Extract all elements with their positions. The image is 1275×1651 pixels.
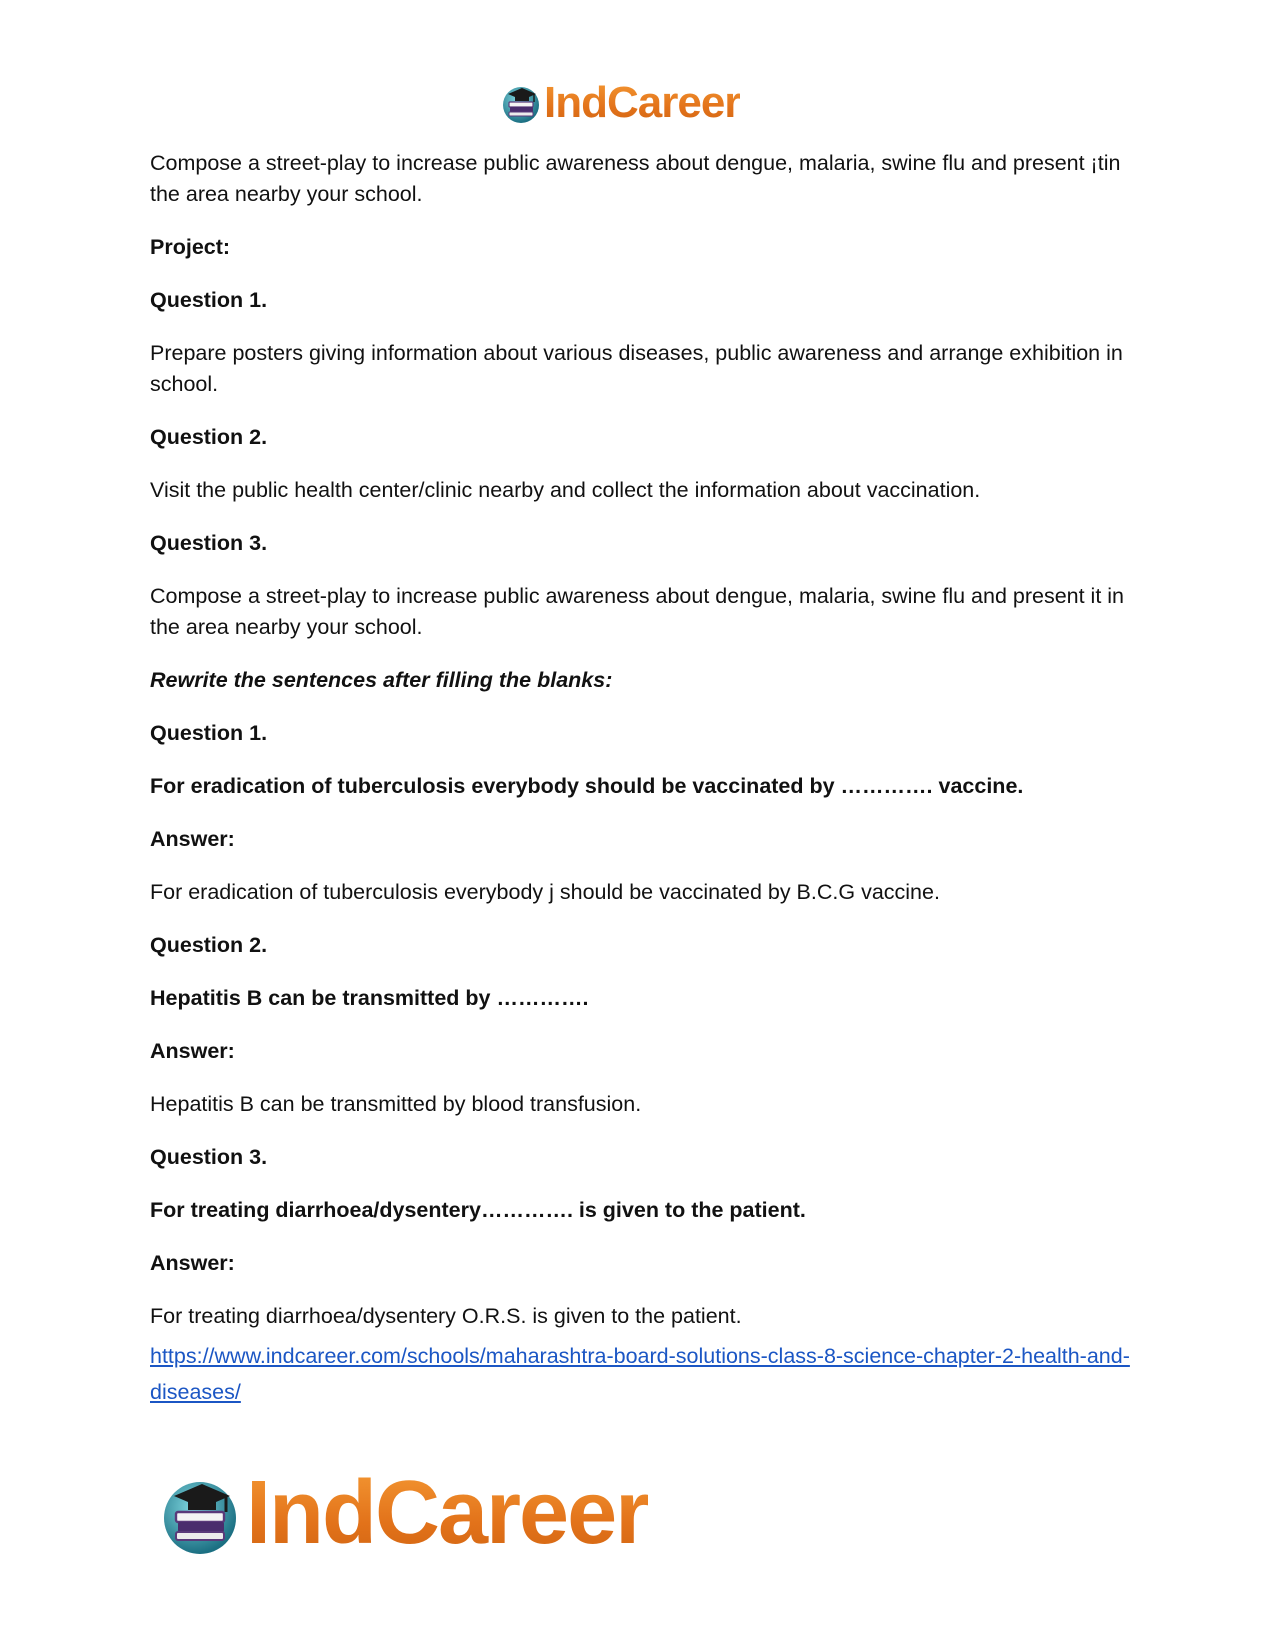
question-text: For eradication of tuberculosis everybody should be vaccinated by …………. vaccine. [150,774,1024,798]
section-heading: Project: [150,235,231,259]
answer-label: Answer: [150,1251,235,1275]
question-label: Question 2. [150,425,268,449]
question-text: For treating diarrhoea/dysentery…………. is given to the patient. [150,1198,806,1222]
paragraph: Visit the public health center/clinic nearby and collect the information about vaccination. [150,478,981,502]
logo-text: IndCareer [246,1463,649,1563]
question-label: Question 1. [150,721,268,745]
graduation-cap-book-globe-icon [500,82,542,124]
answer-text: For eradication of tuberculosis everybody j should be vaccinated by B.C.G vaccine. [150,880,940,904]
question-label: Question 1. [150,288,268,312]
question-text: Hepatitis B can be transmitted by …………. [150,986,589,1010]
header-logo [500,78,740,128]
question-label: Question 3. [150,531,268,555]
paragraph: Prepare posters giving information about various diseases, public awareness and arrange exhibition in school. [150,341,1123,396]
answer-label: Answer: [150,827,235,851]
paragraph: Compose a street-play to increase public awareness about dengue, malaria, swine flu and present it in the area nearby your school. [150,584,1125,639]
document-body [150,148,1140,1410]
section-instruction: Rewrite the sentences after filling the blanks: [150,668,613,692]
source-link[interactable]: https://www.indcareer.com/schools/maharashtra-board-solutions-class-8-science-chapter-2-health-and-diseases/ [150,1344,1130,1404]
answer-text: Hepatitis B can be transmitted by blood transfusion. [150,1092,642,1116]
footer-logo [158,1462,648,1565]
question-label: Question 3. [150,1145,268,1169]
answer-label: Answer: [150,1039,235,1063]
question-label: Question 2. [150,933,268,957]
answer-text: For treating diarrhoea/dysentery O.R.S. is given to the patient. [150,1304,742,1328]
logo-text: IndCareer [544,78,741,127]
paragraph: Compose a street-play to increase public awareness about dengue, malaria, swine flu and present ¡tin the area nearby your school. [150,151,1121,206]
graduation-cap-book-globe-icon [158,1472,242,1556]
